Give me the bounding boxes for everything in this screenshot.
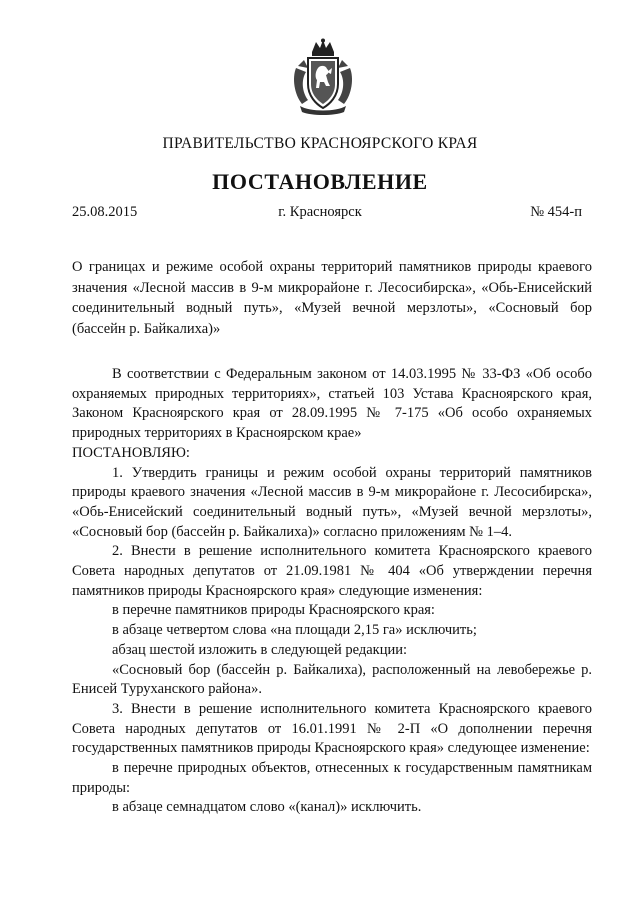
- clause-2: 2. Внести в решение исполнительного комитета Красноярского краевого Совета народных депутатов от 21.09.1981 № 404 «Об утверждении перечня памятников природы Красноярского края» следующие изменения:: [72, 543, 592, 599]
- clause-2-sub-a: в перечне памятников природы Красноярского края:: [112, 602, 435, 619]
- clause-1: 1. Утвердить границы и режим особой охраны территорий памятников природы краевого значения «Лесной массив в 9-м микрорайоне г. Лесосибирска», «Обь-Енисейский соединительный водный путь», «Музей вечной мерзлоты», «Сосновый бор (бассейн р. Байкалиха)» согласно приложениям № 1–4.: [72, 464, 592, 540]
- preamble-paragraph: В соответствии с Федеральным законом от 14.03.1995 № 33-ФЗ «Об особо охраняемых природных территориях», статьей 103 Устава Красноярского края, Законом Красноярского края от 28.09.1995 № 7-175 «Об особо охраняемых природных территориях в Красноярском крае»: [72, 366, 592, 442]
- document-number: № 454-п: [530, 204, 582, 220]
- clause-3-sub-a: в перечне природных объектов, отнесенных к государственным памятникам природы:: [72, 760, 592, 796]
- clause-2-sub-b: в абзаце четвертом слова «на площади 2,15 га» исключить;: [112, 622, 477, 639]
- clause-2-sub-c: абзац шестой изложить в следующей редакции:: [112, 641, 407, 658]
- clause-3-sub-b: в абзаце семнадцатом слово «(канал)» исключить.: [112, 799, 422, 816]
- resolve-statement: ПОСТАНОВЛЯЮ:: [72, 444, 190, 461]
- document-date: 25.08.2015: [72, 204, 138, 220]
- coat-of-arms-icon: [290, 38, 356, 116]
- document-subject: О границах и режиме особой охраны территорий памятников природы краевого значения «Лесной массив в 9-м микрорайоне г. Лесосибирска», «Обь-Енисейский соединительный водный путь», «Музей вечной мерзлоты», «Сосновый бор (бассейн р. Байкалиха)»: [72, 259, 592, 337]
- document-city: г. Красноярск: [278, 204, 362, 220]
- clause-3: 3. Внести в решение исполнительного комитета Красноярского краевого Совета народных депутатов от 16.01.1991 № 2-П «О дополнении перечня государственных памятников природы Красноярского края» следующее изменение:: [72, 700, 592, 757]
- document-body: [72, 365, 592, 818]
- clause-2-sub-d: «Сосновый бор (бассейн р. Байкалиха), расположенный на левобережье р. Енисей Туруханского района».: [72, 661, 592, 698]
- government-name: ПРАВИТЕЛЬСТВО КРАСНОЯРСКОГО КРАЯ: [162, 135, 478, 152]
- document-type-title: ПОСТАНОВЛЕНИЕ: [212, 169, 428, 194]
